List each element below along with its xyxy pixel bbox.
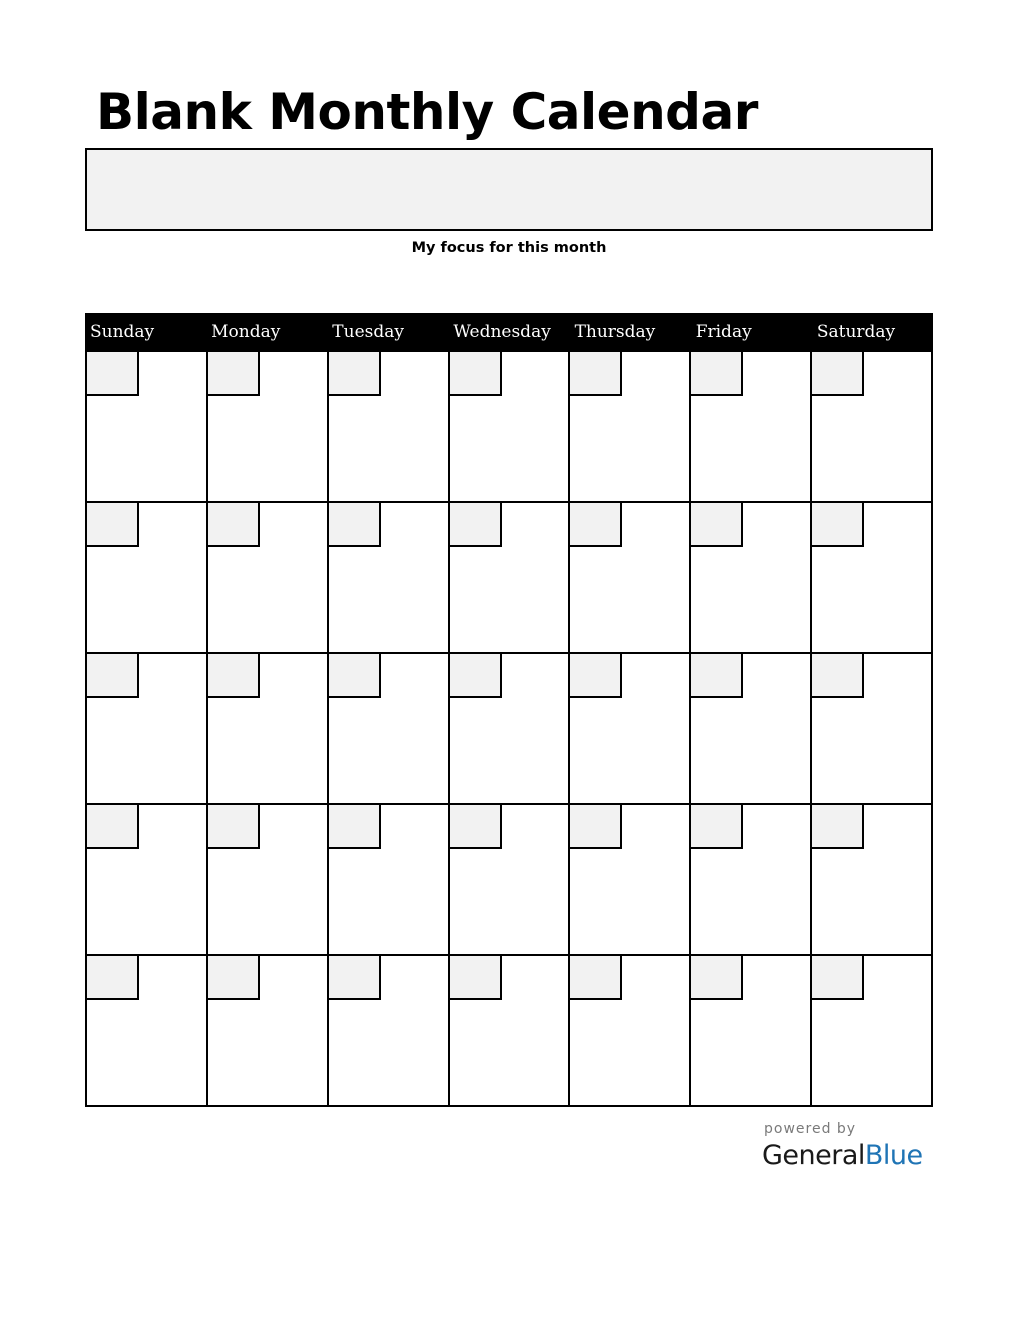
weekday-saturday: Saturday (816, 322, 896, 342)
date-number-box[interactable] (812, 805, 864, 849)
day-cell[interactable] (450, 503, 571, 654)
date-number-box[interactable] (691, 805, 743, 849)
day-cell[interactable] (691, 805, 812, 956)
date-number-box[interactable] (208, 352, 260, 396)
day-cell[interactable] (691, 503, 812, 654)
date-number-box[interactable] (87, 805, 139, 849)
day-cell[interactable] (450, 654, 571, 805)
day-cell[interactable] (570, 352, 691, 503)
day-cell[interactable] (87, 654, 208, 805)
monthly-focus-label: My focus for this month (411, 240, 607, 256)
date-number-box[interactable] (87, 503, 139, 547)
weekday-sunday: Sunday (90, 322, 155, 342)
date-number-box[interactable] (812, 352, 864, 396)
day-cell[interactable] (208, 503, 329, 654)
day-cell[interactable] (691, 654, 812, 805)
calendar-grid (85, 313, 933, 1107)
date-number-box[interactable] (691, 956, 743, 1000)
day-cell[interactable] (87, 503, 208, 654)
date-number-box[interactable] (329, 956, 381, 1000)
date-number-box[interactable] (208, 503, 260, 547)
day-cell[interactable] (812, 352, 933, 503)
day-cell[interactable] (329, 956, 450, 1107)
day-cell[interactable] (87, 956, 208, 1107)
date-number-box[interactable] (570, 352, 622, 396)
date-number-box[interactable] (329, 805, 381, 849)
brand-text-blue: Blue (864, 1140, 923, 1171)
day-cell[interactable] (329, 805, 450, 956)
date-number-box[interactable] (208, 805, 260, 849)
powered-by-label: powered by (764, 1121, 857, 1137)
date-number-box[interactable] (691, 654, 743, 698)
weekday-thursday: Thursday (574, 322, 656, 342)
weekday-header (85, 313, 933, 352)
date-number-box[interactable] (450, 654, 502, 698)
date-number-box[interactable] (450, 352, 502, 396)
date-number-box[interactable] (691, 352, 743, 396)
day-cell[interactable] (450, 956, 571, 1107)
day-cell[interactable] (691, 352, 812, 503)
weekday-wednesday: Wednesday (453, 322, 551, 342)
day-cell[interactable] (329, 654, 450, 805)
day-cell[interactable] (812, 503, 933, 654)
date-number-box[interactable] (570, 503, 622, 547)
date-number-box[interactable] (570, 805, 622, 849)
page-title: Blank Monthly Calendar (96, 83, 758, 141)
day-cell[interactable] (208, 352, 329, 503)
monthly-focus-box[interactable] (85, 148, 933, 231)
day-cell[interactable] (570, 503, 691, 654)
day-cell[interactable] (812, 956, 933, 1107)
day-cell[interactable] (570, 956, 691, 1107)
date-number-box[interactable] (208, 654, 260, 698)
day-cell[interactable] (570, 805, 691, 956)
date-number-box[interactable] (691, 503, 743, 547)
weekday-tuesday: Tuesday (332, 322, 404, 342)
weekday-monday: Monday (211, 322, 281, 342)
day-cells (85, 352, 933, 1107)
day-cell[interactable] (208, 654, 329, 805)
date-number-box[interactable] (812, 956, 864, 1000)
date-number-box[interactable] (87, 654, 139, 698)
day-cell[interactable] (450, 805, 571, 956)
day-cell[interactable] (208, 805, 329, 956)
date-number-box[interactable] (329, 503, 381, 547)
date-number-box[interactable] (450, 956, 502, 1000)
day-cell[interactable] (87, 805, 208, 956)
date-number-box[interactable] (329, 654, 381, 698)
date-number-box[interactable] (570, 654, 622, 698)
day-cell[interactable] (329, 503, 450, 654)
date-number-box[interactable] (87, 352, 139, 396)
date-number-box[interactable] (812, 654, 864, 698)
day-cell[interactable] (208, 956, 329, 1107)
date-number-box[interactable] (570, 956, 622, 1000)
date-number-box[interactable] (450, 503, 502, 547)
day-cell[interactable] (450, 352, 571, 503)
weekday-friday: Friday (695, 322, 752, 342)
brand-text-general: General (762, 1140, 865, 1171)
date-number-box[interactable] (87, 956, 139, 1000)
day-cell[interactable] (812, 654, 933, 805)
day-cell[interactable] (812, 805, 933, 956)
day-cell[interactable] (87, 352, 208, 503)
date-number-box[interactable] (450, 805, 502, 849)
generalblue-logo (762, 1136, 923, 1176)
day-cell[interactable] (570, 654, 691, 805)
day-cell[interactable] (329, 352, 450, 503)
day-cell[interactable] (691, 956, 812, 1107)
date-number-box[interactable] (812, 503, 864, 547)
date-number-box[interactable] (329, 352, 381, 396)
date-number-box[interactable] (208, 956, 260, 1000)
